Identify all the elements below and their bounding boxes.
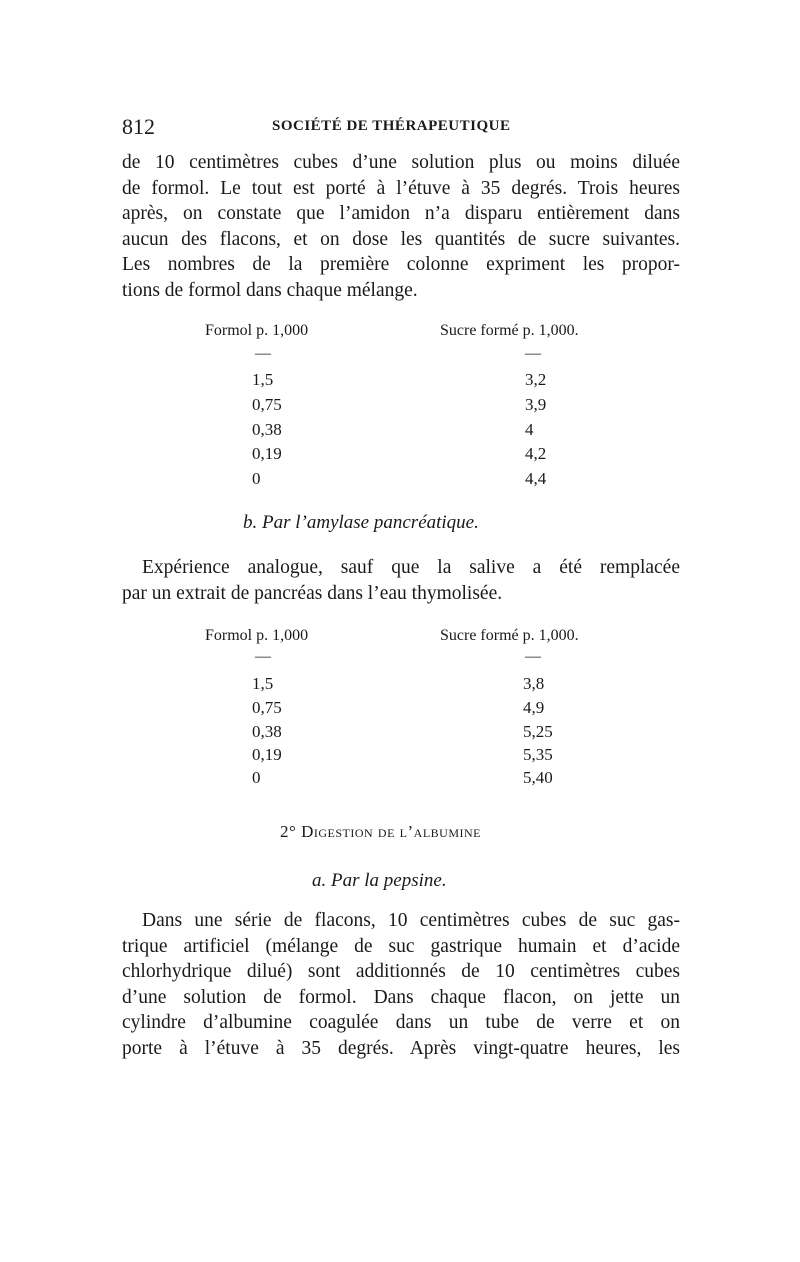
table-cell: 0,75: [252, 698, 282, 717]
text-line: par un extrait de pancréas dans l’eau thymolisée.: [122, 582, 503, 604]
table-cell: 5,40: [523, 768, 553, 787]
running-title: SOCIÉTÉ DE THÉRAPEUTIQUE: [272, 118, 511, 134]
paragraph-formol-intro: [122, 150, 680, 303]
text-line: Les nombres de la première colonne expriment les propor-: [122, 254, 680, 275]
table-cell: 0,19: [252, 444, 282, 463]
text-line: cylindre d’albumine coagulée dans un tube de verre et on: [122, 1012, 680, 1033]
paragraph-digestion-albumine: [122, 908, 680, 1061]
table-cell: 0: [252, 768, 261, 787]
text-line: trique artificiel (mélange de suc gastrique humain et d’acide: [122, 935, 680, 957]
table-cell: 0: [252, 469, 261, 488]
text-line: après, on constate que l’amidon n’a disparu entièrement dans: [122, 203, 680, 224]
table-cell: 5,35: [523, 745, 553, 764]
table-col-header-formol: Formol p. 1,000: [205, 627, 309, 644]
table-cell: 5,25: [523, 722, 553, 741]
section-number: 2°: [280, 822, 297, 841]
text-line: de 10 centimètres cubes d’une solution plus ou moins diluée: [122, 152, 680, 173]
text-line: d’une solution de formol. Dans chaque flacon, on jette un: [122, 986, 680, 1008]
table-col-header-sucre: Sucre formé p. 1,000.: [440, 627, 579, 644]
table-cell: 3,8: [523, 674, 545, 693]
text-line: chlorhydrique dilué) sont additionnés de 10 centimètres cubes: [122, 961, 680, 982]
section-title: Digestion de l’albumine: [301, 822, 481, 841]
table-dash: —: [255, 345, 271, 362]
table-cell: 0,38: [252, 722, 282, 741]
table-cell: 4,4: [525, 469, 547, 488]
table-cell: 1,5: [252, 370, 274, 389]
table-dash: —: [255, 648, 271, 665]
table-cell: 0,38: [252, 420, 282, 439]
text-line: aucun des flacons, et on dose les quantités de sucre suivantes.: [122, 228, 680, 250]
table-col-header-formol: Formol p. 1,000: [205, 322, 309, 339]
text-line: de formol. Le tout est porté à l’étuve à 35 degrés. Trois heures: [122, 177, 680, 199]
table-cell: 4,9: [523, 698, 545, 717]
table-dash: —: [525, 345, 541, 362]
table-cell: 1,5: [252, 674, 274, 693]
table-cell: 3,9: [525, 395, 547, 414]
page-number: 812: [122, 114, 155, 139]
text-line: Dans une série de flacons, 10 centimètres cubes de suc gas-: [142, 910, 680, 931]
table-dash: —: [525, 648, 541, 665]
text-line: Expérience analogue, sauf que la salive a été remplacée: [142, 557, 680, 578]
section-heading: [280, 822, 481, 842]
table-cell: 4,2: [525, 444, 547, 463]
table-cell: 3,2: [525, 370, 547, 389]
table-col-header-sucre: Sucre formé p. 1,000.: [440, 322, 579, 339]
subheading-amylase-pancreatique: b. Par l’amylase pancréatique.: [243, 512, 479, 533]
paragraph-experience-analogue: [122, 555, 680, 606]
text-line: tions de formol dans chaque mélange.: [122, 279, 418, 301]
page-header: [122, 114, 680, 138]
table-cell: 0,19: [252, 745, 282, 764]
text-line: porte à l’étuve à 35 degrés. Après vingt-quatre heures, les: [122, 1037, 680, 1059]
table-cell: 4: [525, 420, 534, 439]
subheading-pepsine: a. Par la pepsine.: [312, 870, 447, 891]
table-cell: 0,75: [252, 395, 282, 414]
